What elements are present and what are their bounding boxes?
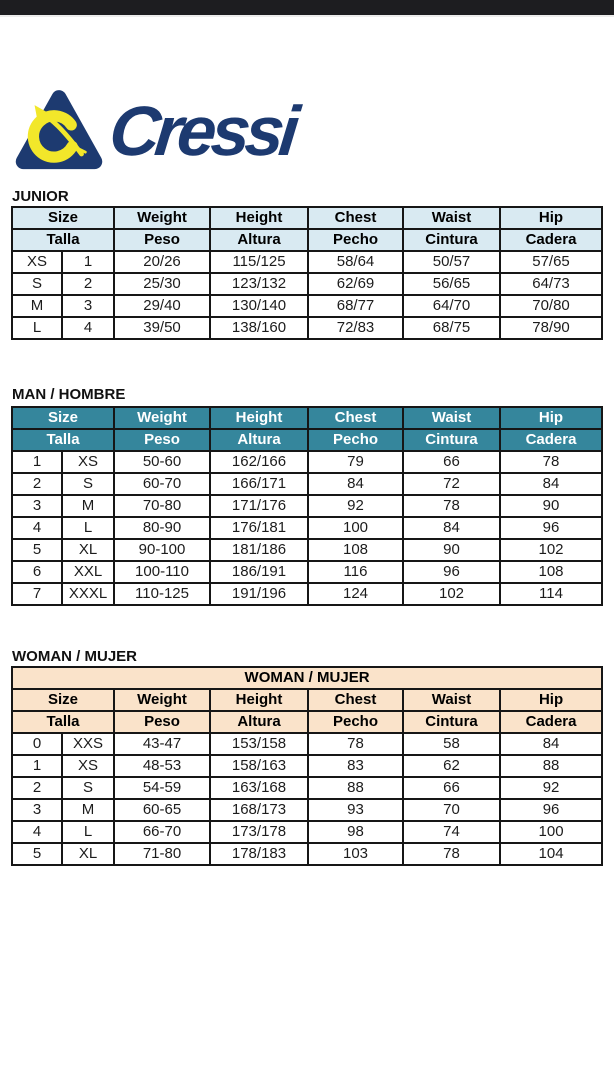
- header-cell-es: Cintura: [403, 229, 500, 251]
- header-cell-es: Cintura: [403, 429, 500, 451]
- data-cell: 114: [500, 583, 602, 605]
- table-row: [12, 539, 602, 561]
- table-row: [12, 733, 602, 755]
- data-cell: 68/75: [403, 317, 500, 339]
- data-cell: 102: [403, 583, 500, 605]
- data-cell: 84: [500, 473, 602, 495]
- header-cell-es: Pecho: [308, 229, 403, 251]
- data-cell: 84: [308, 473, 403, 495]
- header-cell-en: Size: [12, 407, 114, 429]
- data-cell: 173/178: [210, 821, 308, 843]
- data-cell: XS: [12, 251, 62, 273]
- header-cell-en: Hip: [500, 407, 602, 429]
- data-cell: 166/171: [210, 473, 308, 495]
- data-cell: 66: [403, 451, 500, 473]
- table-row: [12, 799, 602, 821]
- data-cell: 78: [403, 495, 500, 517]
- data-cell: L: [62, 821, 114, 843]
- data-cell: 80-90: [114, 517, 210, 539]
- data-cell: 71-80: [114, 843, 210, 865]
- data-cell: 64/73: [500, 273, 602, 295]
- data-cell: 2: [12, 473, 62, 495]
- data-cell: 92: [308, 495, 403, 517]
- size-table-woman: [11, 666, 603, 866]
- data-cell: 6: [12, 561, 62, 583]
- header-cell-en: Weight: [114, 407, 210, 429]
- data-cell: 72: [403, 473, 500, 495]
- section-title-man: MAN / HOMBRE: [12, 386, 126, 403]
- data-cell: 171/176: [210, 495, 308, 517]
- data-cell: M: [62, 495, 114, 517]
- data-cell: 4: [62, 317, 114, 339]
- header-cell-es: Peso: [114, 711, 210, 733]
- table-title-cell: WOMAN / MUJER: [12, 667, 602, 689]
- header-cell-es: Pecho: [308, 711, 403, 733]
- data-cell: 108: [308, 539, 403, 561]
- data-cell: S: [12, 273, 62, 295]
- data-cell: 66: [403, 777, 500, 799]
- data-cell: 64/70: [403, 295, 500, 317]
- data-cell: 168/173: [210, 799, 308, 821]
- data-cell: 70-80: [114, 495, 210, 517]
- header-cell-en: Chest: [308, 207, 403, 229]
- data-cell: 68/77: [308, 295, 403, 317]
- data-cell: 54-59: [114, 777, 210, 799]
- data-cell: 50/57: [403, 251, 500, 273]
- size-table-junior: [11, 206, 603, 340]
- data-cell: 62/69: [308, 273, 403, 295]
- data-cell: 130/140: [210, 295, 308, 317]
- data-cell: 5: [12, 843, 62, 865]
- data-cell: 102: [500, 539, 602, 561]
- table-row: [12, 843, 602, 865]
- data-cell: 178/183: [210, 843, 308, 865]
- data-cell: 92: [500, 777, 602, 799]
- data-cell: 62: [403, 755, 500, 777]
- data-cell: 96: [403, 561, 500, 583]
- data-cell: 93: [308, 799, 403, 821]
- table-row: [12, 517, 602, 539]
- header-cell-en: Waist: [403, 407, 500, 429]
- data-cell: 88: [308, 777, 403, 799]
- header-cell-es: Cadera: [500, 711, 602, 733]
- data-cell: 84: [403, 517, 500, 539]
- data-cell: 70: [403, 799, 500, 821]
- data-cell: 50-60: [114, 451, 210, 473]
- table-row: [12, 561, 602, 583]
- table-row: [12, 583, 602, 605]
- data-cell: XL: [62, 539, 114, 561]
- data-cell: 3: [62, 295, 114, 317]
- data-cell: M: [12, 295, 62, 317]
- data-cell: XXS: [62, 733, 114, 755]
- data-cell: 90: [500, 495, 602, 517]
- header-cell-es: Altura: [210, 711, 308, 733]
- header-cell-es: Cintura: [403, 711, 500, 733]
- data-cell: L: [12, 317, 62, 339]
- data-cell: 1: [12, 451, 62, 473]
- data-cell: XXL: [62, 561, 114, 583]
- header-cell-en: Chest: [308, 407, 403, 429]
- data-cell: 0: [12, 733, 62, 755]
- header-cell-es: Cadera: [500, 429, 602, 451]
- data-cell: 115/125: [210, 251, 308, 273]
- data-cell: 5: [12, 539, 62, 561]
- cressi-logo: [12, 86, 304, 176]
- table-row: [12, 251, 602, 273]
- data-cell: 78/90: [500, 317, 602, 339]
- data-cell: S: [62, 473, 114, 495]
- data-cell: 39/50: [114, 317, 210, 339]
- data-cell: 58/64: [308, 251, 403, 273]
- data-cell: 2: [62, 273, 114, 295]
- header-cell-es: Talla: [12, 429, 114, 451]
- table-row: [12, 473, 602, 495]
- table-row: [12, 755, 602, 777]
- data-cell: 88: [500, 755, 602, 777]
- data-cell: 60-65: [114, 799, 210, 821]
- data-cell: 48-53: [114, 755, 210, 777]
- data-cell: 4: [12, 517, 62, 539]
- data-cell: 83: [308, 755, 403, 777]
- header-cell-en: Hip: [500, 207, 602, 229]
- data-cell: 100-110: [114, 561, 210, 583]
- header-cell-en: Weight: [114, 207, 210, 229]
- data-cell: 108: [500, 561, 602, 583]
- data-cell: 98: [308, 821, 403, 843]
- data-cell: 84: [500, 733, 602, 755]
- table-row: [12, 273, 602, 295]
- data-cell: 96: [500, 517, 602, 539]
- data-cell: 1: [12, 755, 62, 777]
- data-cell: 74: [403, 821, 500, 843]
- header-cell-en: Waist: [403, 207, 500, 229]
- header-cell-es: Talla: [12, 229, 114, 251]
- header-cell-en: Size: [12, 207, 114, 229]
- data-cell: 1: [62, 251, 114, 273]
- header-cell-es: Altura: [210, 229, 308, 251]
- data-cell: 162/166: [210, 451, 308, 473]
- section-title-woman: WOMAN / MUJER: [12, 648, 137, 665]
- header-cell-en: Waist: [403, 689, 500, 711]
- table-row: [12, 317, 602, 339]
- data-cell: 20/26: [114, 251, 210, 273]
- table-row: [12, 495, 602, 517]
- header-cell-es: Altura: [210, 429, 308, 451]
- data-cell: 104: [500, 843, 602, 865]
- data-cell: 181/186: [210, 539, 308, 561]
- data-cell: 100: [500, 821, 602, 843]
- data-cell: 158/163: [210, 755, 308, 777]
- data-cell: 79: [308, 451, 403, 473]
- data-cell: 96: [500, 799, 602, 821]
- data-cell: 110-125: [114, 583, 210, 605]
- data-cell: 90-100: [114, 539, 210, 561]
- cressi-triangle-fish-icon: [12, 86, 106, 176]
- data-cell: 186/191: [210, 561, 308, 583]
- data-cell: XL: [62, 843, 114, 865]
- top-black-bar: [0, 0, 614, 17]
- data-cell: 60-70: [114, 473, 210, 495]
- data-cell: 100: [308, 517, 403, 539]
- header-cell-es: Talla: [12, 711, 114, 733]
- header-cell-en: Hip: [500, 689, 602, 711]
- data-cell: 78: [403, 843, 500, 865]
- header-cell-es: Cadera: [500, 229, 602, 251]
- size-table-man: [11, 406, 603, 606]
- data-cell: 57/65: [500, 251, 602, 273]
- data-cell: 116: [308, 561, 403, 583]
- header-cell-es: Pecho: [308, 429, 403, 451]
- section-title-junior: JUNIOR: [12, 188, 69, 205]
- data-cell: 66-70: [114, 821, 210, 843]
- data-cell: L: [62, 517, 114, 539]
- data-cell: 103: [308, 843, 403, 865]
- header-cell-en: Height: [210, 689, 308, 711]
- data-cell: 72/83: [308, 317, 403, 339]
- data-cell: 4: [12, 821, 62, 843]
- data-cell: 3: [12, 799, 62, 821]
- table-row: [12, 451, 602, 473]
- data-cell: 138/160: [210, 317, 308, 339]
- header-cell-en: Size: [12, 689, 114, 711]
- data-cell: 25/30: [114, 273, 210, 295]
- header-cell-es: Peso: [114, 229, 210, 251]
- table-row: [12, 821, 602, 843]
- data-cell: 153/158: [210, 733, 308, 755]
- data-cell: 56/65: [403, 273, 500, 295]
- data-cell: 90: [403, 539, 500, 561]
- header-cell-en: Chest: [308, 689, 403, 711]
- table-row: [12, 295, 602, 317]
- table-row: [12, 777, 602, 799]
- data-cell: M: [62, 799, 114, 821]
- cressi-wordmark: Cressi: [105, 92, 299, 170]
- data-cell: 7: [12, 583, 62, 605]
- data-cell: 78: [500, 451, 602, 473]
- data-cell: XXXL: [62, 583, 114, 605]
- data-cell: 124: [308, 583, 403, 605]
- data-cell: 191/196: [210, 583, 308, 605]
- data-cell: XS: [62, 451, 114, 473]
- data-cell: 176/181: [210, 517, 308, 539]
- data-cell: 3: [12, 495, 62, 517]
- data-cell: 58: [403, 733, 500, 755]
- header-cell-en: Height: [210, 207, 308, 229]
- header-cell-es: Peso: [114, 429, 210, 451]
- data-cell: 78: [308, 733, 403, 755]
- data-cell: 163/168: [210, 777, 308, 799]
- data-cell: 123/132: [210, 273, 308, 295]
- data-cell: 70/80: [500, 295, 602, 317]
- header-cell-en: Height: [210, 407, 308, 429]
- data-cell: S: [62, 777, 114, 799]
- header-cell-en: Weight: [114, 689, 210, 711]
- data-cell: 2: [12, 777, 62, 799]
- data-cell: XS: [62, 755, 114, 777]
- data-cell: 43-47: [114, 733, 210, 755]
- data-cell: 29/40: [114, 295, 210, 317]
